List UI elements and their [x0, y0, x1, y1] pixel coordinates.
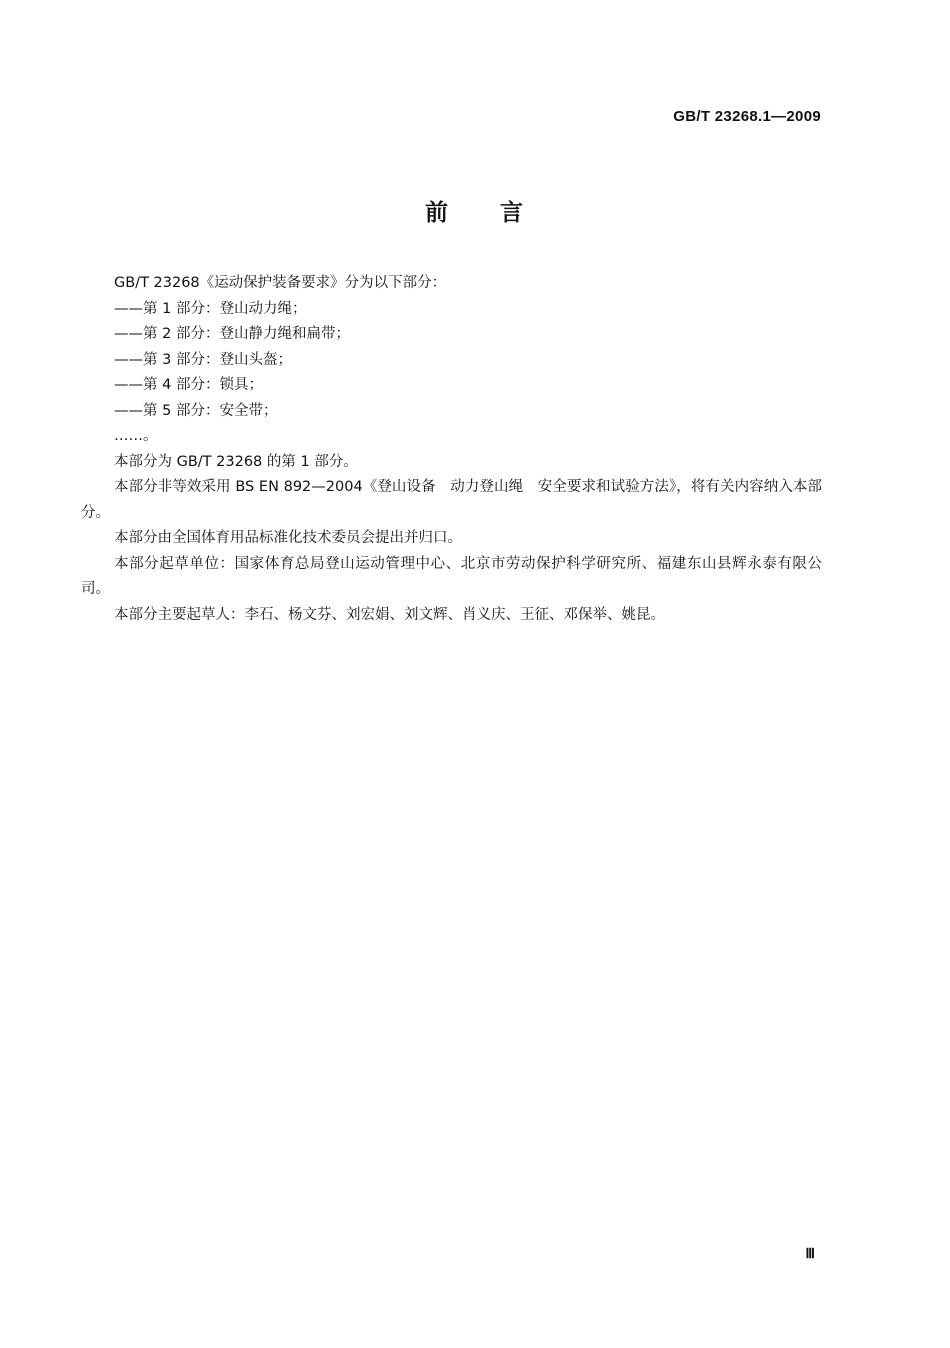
list-item-part-3: ——第 3 部分：登山头盔； [114, 351, 292, 368]
list-item-part-4: ——第 4 部分：锁具； [114, 377, 263, 393]
foreword-body [81, 271, 822, 628]
list-item-part-1: ——第 1 部分：登山动力绳； [114, 300, 307, 317]
list-item-part-5: ——第 5 部分：安全带； [114, 402, 278, 419]
paragraph-drafting-units: 本部分起草单位：国家体育总局登山运动管理中心、北京市劳动保护科学研究所、福建东山县辉永泰有限公司。 [81, 555, 822, 597]
list-item-ellipsis: ……。 [114, 428, 158, 444]
page-title [0, 194, 950, 227]
paragraph-intro: GB/T 23268《运动保护装备要求》分为以下部分： [114, 275, 447, 291]
list-item-part-2: ——第 2 部分：登山静力绳和扁带； [114, 326, 350, 342]
paragraph-drafters: 本部分主要起草人：李石、杨文芬、刘宏娟、刘文辉、肖义庆、王征、邓保举、姚昆。 [114, 606, 665, 623]
title-char-2: 言 [500, 200, 525, 226]
paragraph-adoption: 本部分非等效采用 BS EN 892—2004《登山设备 动力登山绳 安全要求和试验方法》，将有关内容纳入本部分。 [81, 479, 822, 521]
paragraph-this-part: 本部分为 GB/T 23268 的第 1 部分。 [114, 453, 358, 470]
paragraph-proposer: 本部分由全国体育用品标准化技术委员会提出并归口。 [114, 530, 462, 546]
page-number: Ⅲ [805, 1247, 815, 1262]
title-char-1: 前 [425, 200, 450, 226]
standard-code: GB/T 23268.1—2009 [673, 108, 821, 125]
